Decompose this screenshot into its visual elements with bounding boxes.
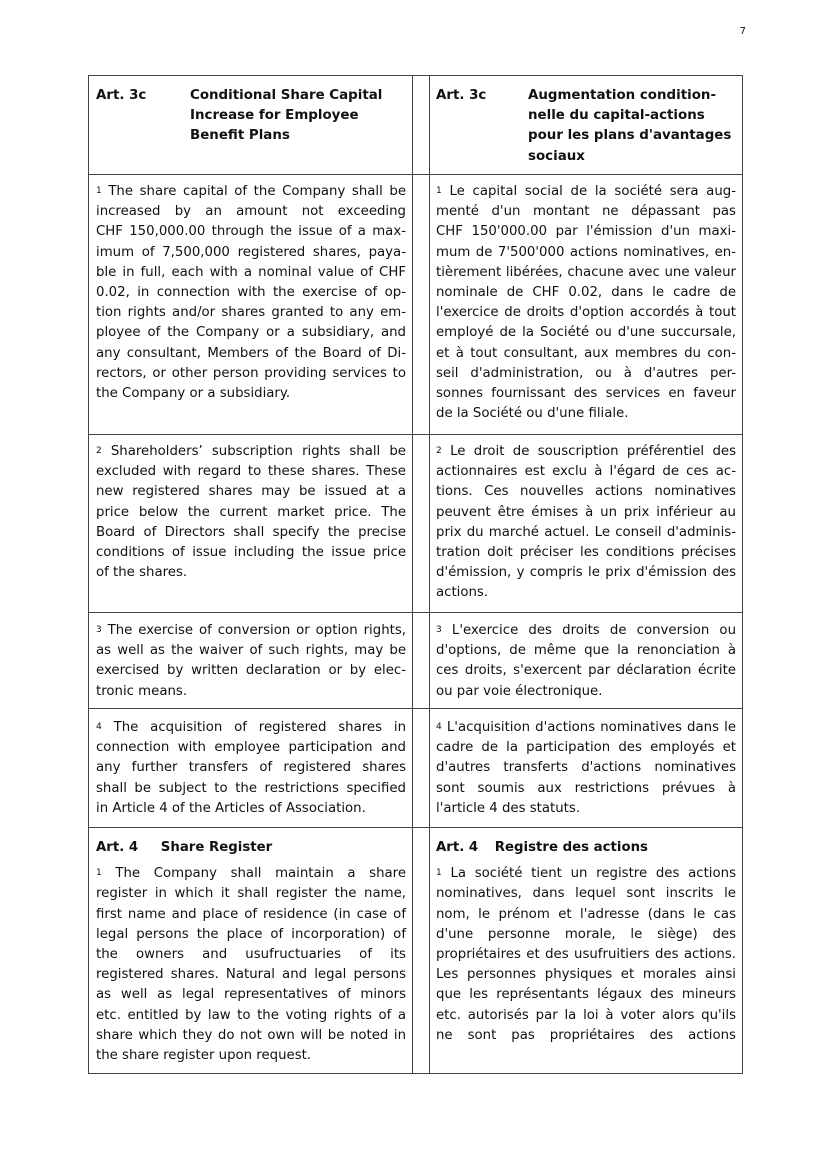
art4-header-fr [436, 838, 736, 858]
page-number: 7 [739, 26, 746, 37]
row-divider [89, 174, 742, 175]
row-divider [89, 827, 742, 828]
art3c-para3-en: $^3$ The exercise of conversion or option rights, as well as the waiver of such rights, may be exercised by written declaration or by elec- tronic means. [96, 623, 406, 699]
row-divider [89, 708, 742, 709]
article-title: Conditional Share Capital Increase for Employee Benefit Plans [190, 88, 383, 144]
article-number: Art. 3c [436, 88, 487, 103]
article-title: Share Register [160, 840, 273, 855]
art3c-header-fr [436, 86, 736, 168]
art4-fr: Art. 4 Registre des actions $^1$ La société tient un registre des actions nominatives, dans lequel sont inscrits le nom, le prénom et l'adresse (dans le cas d'une personne morale, le siège) des propriétaires et des usufruitiers des actions. Les personnes physiques et morales ainsi que les représentants légaux des mineurs etc. autorisés par la loi à voter alors qu'ils ne sont pas propriétaires des actions [436, 840, 736, 1043]
art3c-para4-fr: $^4$ L'acquisition d'actions nominatives dans le cadre de la participation des employés et d'autres transferts d'actions nominatives sont soumis aux restrictions prévues à l'article 4 des statuts. [436, 720, 737, 816]
art3c-para1-fr: $^1$ Le capital social de la société sera aug- menté d'un montant ne dépassant pas CHF 150'000.00 par l'émission d'un maxi- mum de 7'500'000 actions nominatives, en- tièrement libérées, chacune avec une valeur nominale de CHF 0.02, dans le cadre de l'exercice de droits d'option accordés à tout employé de la Société ou d'une succursale, et à tout consultant, aux membres du con- seil d'administration, ou à d'autres per- sonnes fournissant des services en faveur de la Société ou d'une filiale. [436, 184, 736, 422]
article-number: Art. 4 [436, 840, 479, 855]
article-number: Art. 4 [96, 840, 139, 855]
art4-en: Art. 4 Share Register $^1$ The Company shall maintain a share register in which it shall register the name, first name and place of residence (in case of legal persons the place of incorporation) of the owners and usufructuaries of its registered shares. Natural and legal persons as well as legal representatives of minors etc. entitled by law to the voting rights of a share which they do not own will be noted in the share register upon request. [96, 840, 406, 1064]
art3c-para2-en: $^2$ Shareholders’ subscription rights shall be excluded with regard to these shares. These new registered shares may be issued at a price below the current market price. The Board of Directors shall specify the precise conditions of issue including the issue price of the shares. [96, 444, 406, 581]
art3c-para1-en: $^1$ The share capital of the Company shall be increased by an amount not exceeding CHF 150,000.00 through the issue of a max- imum of 7,500,000 registered shares, paya- ble in full, each with a nominal value of CHF 0.02, in connection with the exercise of op- tion rights and/or shares granted to any em- ployee of the Company or a subsidiary, and any consultant, Members of the Board of Di- rectors, or other person providing services to the Company or a subsidiary. [96, 184, 406, 402]
article-title: Augmentation condition- nelle du capital-actions pour les plans d'avantages sociaux [528, 88, 732, 164]
row-divider [89, 612, 742, 613]
art4-header-en [96, 838, 406, 858]
art3c-header-en [96, 86, 406, 148]
column-gap [412, 76, 430, 1073]
article-title: Registre des actions [494, 840, 648, 855]
art3c-para4-en: $^4$ The acquisition of registered shares in connection with employee participation and any further transfers of registered shares shall be subject to the restrictions specified in Article 4 of the Articles of Association. [96, 720, 407, 816]
art3c-para2-fr: $^2$ Le droit de souscription préférentiel des actionnaires est exclu à l'égard de ces ac- tions. Ces nouvelles actions nominatives peuvent être émises à un prix inférieur au prix du marché actuel. Le conseil d'adminis- tration doit préciser les conditions précises d'émission, y compris le prix d'émission des actions. [436, 444, 736, 601]
article-number: Art. 3c [96, 88, 147, 103]
art3c-para3-fr: $^3$ L'exercice des droits de conversion ou d'options, de même que la renonciation à ces droits, s'exercent par déclaration écrite ou par voie électronique. [436, 623, 736, 699]
row-divider [89, 434, 742, 435]
